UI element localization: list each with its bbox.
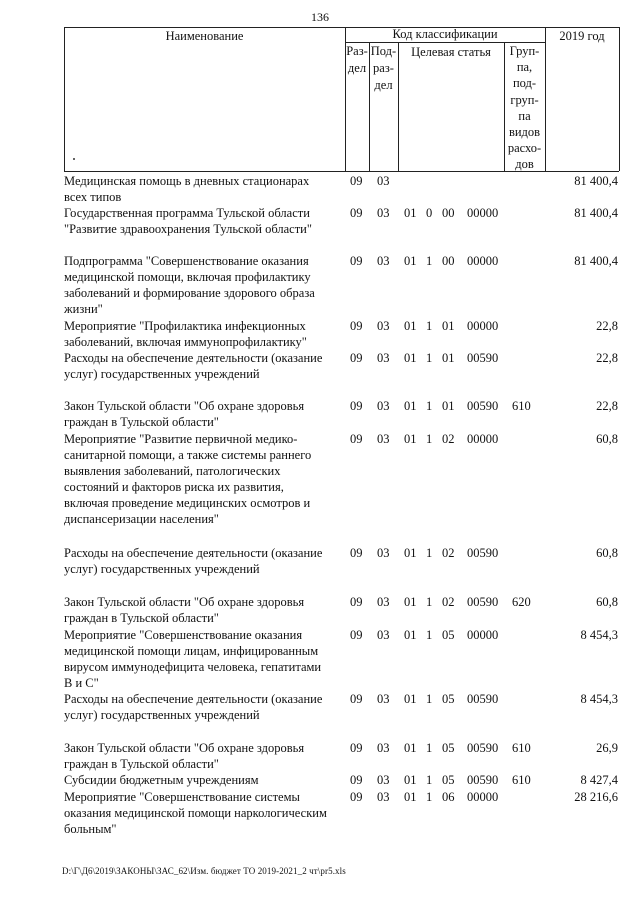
row-tselevaya-program: 01	[404, 206, 417, 220]
scan-speck	[73, 158, 75, 160]
header-year: 2019 год	[559, 29, 605, 43]
row-podrazdel: 03	[377, 432, 390, 446]
row-tselevaya-program: 01	[404, 319, 417, 333]
row-tselevaya-direction: 00590	[467, 741, 499, 755]
row-tselevaya-program: 01	[404, 692, 417, 706]
row-sum-2019: 60,8	[596, 595, 618, 609]
row-tselevaya-program: 01	[404, 351, 417, 365]
row-sum-2019: 28 216,6	[574, 790, 618, 804]
row-name: Закон Тульской области "Об охране здоровья граждан в Тульской области"	[64, 399, 305, 429]
row-podrazdel: 03	[377, 254, 390, 268]
row-tselevaya-direction: 00000	[467, 254, 499, 268]
row-razdel: 09	[350, 399, 363, 413]
row-tselevaya-direction: 00000	[467, 790, 499, 804]
row-tselevaya-direction: 00000	[467, 628, 499, 642]
row-razdel: 09	[350, 319, 363, 333]
row-sum-2019: 8 454,3	[580, 628, 618, 642]
row-name: Государственная программа Тульской области "Развитие здравоохранения Тульской области"	[64, 206, 312, 236]
row-razdel: 09	[350, 741, 363, 755]
page-number: 136	[311, 10, 329, 24]
row-tselevaya-event: 05	[442, 773, 455, 787]
row-vid-raskhodov: 620	[512, 595, 531, 609]
row-name: Расходы на обеспечение деятельности (оказание услуг) государственных учреждений	[64, 351, 323, 381]
row-tselevaya-subprogram: 1	[426, 351, 433, 365]
row-tselevaya-event: 05	[442, 628, 455, 642]
row-name: Медицинская помощь в дневных стационарах всех типов	[64, 174, 310, 204]
row-name: Расходы на обеспечение деятельности (оказание услуг) государственных учреждений	[64, 692, 323, 722]
row-podrazdel: 03	[377, 206, 390, 220]
row-tselevaya-program: 01	[404, 741, 417, 755]
row-tselevaya-subprogram: 1	[426, 692, 433, 706]
row-sum-2019: 22,8	[596, 351, 618, 365]
row-tselevaya-direction: 00590	[467, 351, 499, 365]
row-tselevaya-program: 01	[404, 546, 417, 560]
row-name: Мероприятие "Совершенствование системы оказания медицинской помощи наркологическим больным"	[64, 790, 327, 836]
row-tselevaya-subprogram: 1	[426, 773, 433, 787]
row-tselevaya-event: 06	[442, 790, 455, 804]
row-razdel: 09	[350, 351, 363, 365]
row-name: Мероприятие "Развитие первичной медико- санитарной помощи, а также системы раннего выявления заболеваний, патологических состояний и факторов риска их развития, включая проведение медицинских осмотров и диспансеризации населения"	[64, 432, 312, 526]
row-podrazdel: 03	[377, 628, 390, 642]
row-razdel: 09	[350, 628, 363, 642]
row-tselevaya-event: 01	[442, 351, 455, 365]
row-name: Закон Тульской области "Об охране здоровья граждан в Тульской области"	[64, 741, 305, 771]
row-tselevaya-event: 02	[442, 546, 455, 560]
row-sum-2019: 22,8	[596, 399, 618, 413]
row-tselevaya-event: 05	[442, 741, 455, 755]
row-tselevaya-event: 02	[442, 595, 455, 609]
header-gruppa: Груп- па, под- груп- па видов расхо- дов	[507, 44, 542, 172]
row-tselevaya-subprogram: 1	[426, 595, 433, 609]
row-razdel: 09	[350, 692, 363, 706]
row-sum-2019: 81 400,4	[574, 174, 618, 188]
row-vid-raskhodov: 610	[512, 741, 531, 755]
row-podrazdel: 03	[377, 399, 390, 413]
row-tselevaya-subprogram: 1	[426, 546, 433, 560]
row-tselevaya-event: 02	[442, 432, 455, 446]
row-podrazdel: 03	[377, 319, 390, 333]
row-podrazdel: 03	[377, 773, 390, 787]
row-podrazdel: 03	[377, 595, 390, 609]
row-name: Мероприятие "Совершенствование оказания медицинской помощи лицам, инфицированным вирусом иммунодефицита человека, гепатитами В и С"	[64, 628, 322, 690]
row-tselevaya-event: 01	[442, 399, 455, 413]
row-tselevaya-program: 01	[404, 790, 417, 804]
row-tselevaya-event: 05	[442, 692, 455, 706]
row-tselevaya-program: 01	[404, 595, 417, 609]
row-tselevaya-direction: 00590	[467, 773, 499, 787]
row-sum-2019: 26,9	[596, 741, 618, 755]
row-vid-raskhodov: 610	[512, 399, 531, 413]
row-tselevaya-program: 01	[404, 773, 417, 787]
row-podrazdel: 03	[377, 351, 390, 365]
row-name: Субсидии бюджетным учреждениям	[64, 773, 259, 787]
row-tselevaya-direction: 00000	[467, 432, 499, 446]
row-podrazdel: 03	[377, 174, 390, 188]
header-tselevaya: Целевая статья	[411, 45, 491, 59]
row-razdel: 09	[350, 254, 363, 268]
row-podrazdel: 03	[377, 741, 390, 755]
row-tselevaya-program: 01	[404, 254, 417, 268]
row-podrazdel: 03	[377, 692, 390, 706]
row-tselevaya-direction: 00000	[467, 206, 499, 220]
header-razdel: Раз- дел	[346, 44, 368, 75]
row-tselevaya-direction: 00590	[467, 399, 499, 413]
row-tselevaya-event: 01	[442, 319, 455, 333]
row-sum-2019: 81 400,4	[574, 206, 618, 220]
row-sum-2019: 60,8	[596, 432, 618, 446]
row-name: Мероприятие "Профилактика инфекционных заболеваний, включая иммунопрофилактику"	[64, 319, 307, 349]
row-razdel: 09	[350, 773, 363, 787]
row-tselevaya-subprogram: 1	[426, 790, 433, 804]
file-path-footer: D:\Г\Д6\2019\ЗАКОНЫ\ЗАС_62\Изм. бюджет ТО 2019-2021_2 чт\pr5.xls	[62, 866, 346, 876]
row-tselevaya-event: 00	[442, 206, 455, 220]
row-tselevaya-direction: 00590	[467, 546, 499, 560]
row-name: Расходы на обеспечение деятельности (оказание услуг) государственных учреждений	[64, 546, 323, 576]
row-tselevaya-program: 01	[404, 399, 417, 413]
row-vid-raskhodov: 610	[512, 773, 531, 787]
row-razdel: 09	[350, 790, 363, 804]
row-sum-2019: 60,8	[596, 546, 618, 560]
row-tselevaya-program: 01	[404, 628, 417, 642]
row-tselevaya-subprogram: 1	[426, 399, 433, 413]
row-razdel: 09	[350, 432, 363, 446]
row-tselevaya-direction: 00590	[467, 692, 499, 706]
row-tselevaya-subprogram: 1	[426, 432, 433, 446]
row-tselevaya-program: 01	[404, 432, 417, 446]
row-sum-2019: 8 427,4	[580, 773, 618, 787]
row-sum-2019: 8 454,3	[580, 692, 618, 706]
row-tselevaya-subprogram: 0	[426, 206, 433, 220]
header-podrazdel: Под- раз- дел	[370, 44, 397, 92]
row-tselevaya-subprogram: 1	[426, 628, 433, 642]
row-razdel: 09	[350, 206, 363, 220]
row-tselevaya-subprogram: 1	[426, 319, 433, 333]
header-name: Наименование	[165, 29, 244, 43]
row-razdel: 09	[350, 546, 363, 560]
row-sum-2019: 81 400,4	[574, 254, 618, 268]
row-tselevaya-event: 00	[442, 254, 455, 268]
row-tselevaya-direction: 00000	[467, 319, 499, 333]
row-sum-2019: 22,8	[596, 319, 618, 333]
row-name: Подпрограмма "Совершенствование оказания медицинской помощи, включая профилактику заболеваний и формирование здорового образа жизни"	[64, 254, 315, 316]
row-tselevaya-direction: 00590	[467, 595, 499, 609]
row-razdel: 09	[350, 174, 363, 188]
table-header	[64, 27, 619, 171]
row-name: Закон Тульской области "Об охране здоровья граждан в Тульской области"	[64, 595, 305, 625]
header-code-classification: Код классификации	[392, 27, 498, 41]
row-tselevaya-subprogram: 1	[426, 254, 433, 268]
row-podrazdel: 03	[377, 546, 390, 560]
row-tselevaya-subprogram: 1	[426, 741, 433, 755]
row-razdel: 09	[350, 595, 363, 609]
row-podrazdel: 03	[377, 790, 390, 804]
